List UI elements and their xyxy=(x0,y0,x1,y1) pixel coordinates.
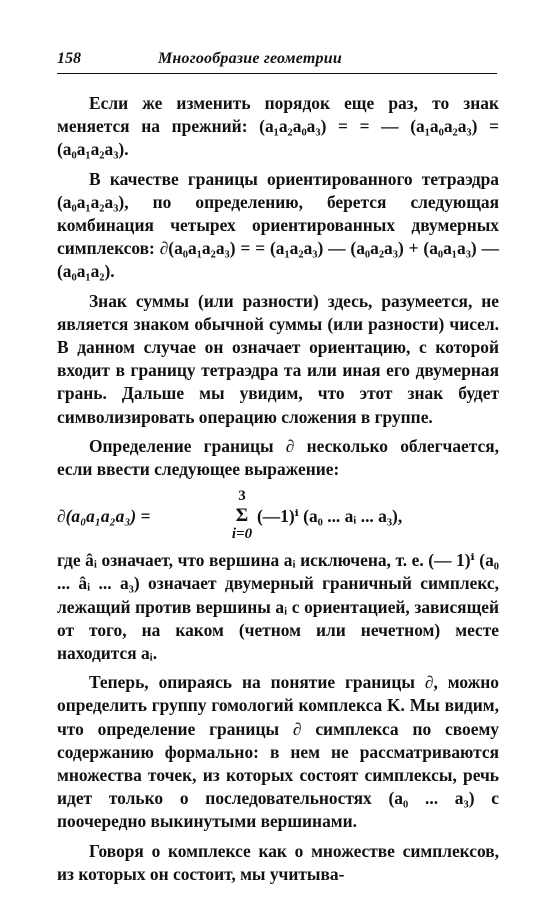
paragraph-2: В качестве границы ориентированного тетраэдра (a₀a₁a₂a₃), по определению, берется следующая комбинация четырех ориентированных двумерных симплексов: ∂(a₀a₁a₂a₃) = = (a₁a₂a₃) — (a₀a₂a₃) + (a₀a₁a₃) — (a₀a₁a₂). xyxy=(57,168,499,282)
paragraph-7: Говоря о комплексе как о множестве симплексов, из которых он состоит, мы учитыва- xyxy=(57,840,499,884)
running-title: Многообразие геометрии xyxy=(158,50,342,67)
header-rule xyxy=(57,73,497,74)
page-header xyxy=(57,50,497,72)
paragraph-6: Теперь, опираясь на понятие границы ∂, можно определить группу гомологий комплекса K. Мы видим, что определение границы ∂ симплекса по своему содержанию формально: в нем не рассматриваются множества точек, из которых состоят симплексы, речь идет только о последовательностях (a₀ ... a₃) с поочередно выкинутыми вершинами. xyxy=(57,672,499,832)
formula-rhs: (—1)ⁱ (a₀ ... aᵢ ... a₃), xyxy=(257,506,403,527)
paragraph-5: где âᵢ означает, что вершина aᵢ исключена, т. е. (— 1)ⁱ (a₀ ... âᵢ ... a₃) означает двумерный граничный симплекс, лежащий против вершины aᵢ с ориентацией, зависящей от того, на каком (четном или нечетном) месте находится aᵢ. xyxy=(57,550,499,664)
page-number: 158 xyxy=(57,50,81,67)
paragraph-3: Знак суммы (или разности) здесь, разумеется, не является знаком обычной суммы (или разности) чисел. В данном случае он означает ориентацию, с которой входит в границу тетраэдра та или иная его двумерная грань. Дальше мы увидим, что этот знак будет символизировать операцию сложения в группе. xyxy=(57,290,499,427)
sum-upper-limit: 3 xyxy=(238,488,246,505)
paragraph-1: Если же изменить порядок еще раз, то знак меняется на прежний: (a₁a₂a₀a₃) = = — (a₁a₀a₂a₃) = (a₀a₁a₂a₃). xyxy=(57,93,499,160)
sum-lower-limit: i=0 xyxy=(231,526,253,543)
sum-symbol: Σ xyxy=(235,505,249,527)
paragraph-4: Определение границы ∂ несколько облегчается, если ввести следующее выражение: xyxy=(57,435,499,480)
boundary-formula xyxy=(57,487,499,545)
formula-lhs: ∂(a₀a₁a₂a₃) = xyxy=(57,506,151,527)
page-body xyxy=(57,92,499,892)
summation xyxy=(227,487,257,544)
